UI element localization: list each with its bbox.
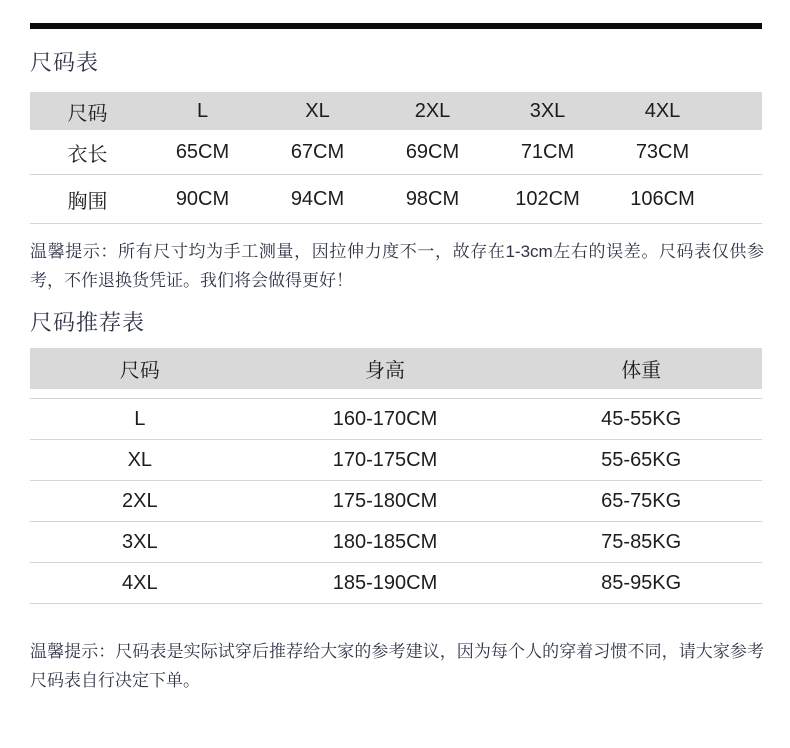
table-cell: 98CM xyxy=(405,187,460,210)
table-row xyxy=(30,439,762,480)
table-cell: 69CM xyxy=(405,140,460,163)
table-cell: 45-55KG xyxy=(601,407,682,430)
size-chart-page xyxy=(0,23,790,748)
table-cell: 185-190CM xyxy=(332,571,438,594)
row-label: 胸围 xyxy=(67,190,108,213)
size-chart-note: 温馨提示：所有尺寸均为手工测量，因拉伸力度不一，故存在1-3cm左右的误差。尺码表仅供参考，不作退换货凭证。我们将会做得更好！ xyxy=(30,242,764,290)
recommendation-header-row xyxy=(30,348,762,389)
table-cell: 4XL xyxy=(122,571,158,594)
header-cell-4xl: 4XL xyxy=(644,99,681,122)
table-row xyxy=(30,521,762,562)
table-cell: 71CM xyxy=(520,140,575,163)
table-cell: 2XL xyxy=(122,489,158,512)
table-cell: 102CM xyxy=(515,187,580,210)
header-cell-l: L xyxy=(196,99,209,122)
table-cell: 106CM xyxy=(630,187,695,210)
table-cell: 65CM xyxy=(175,140,230,163)
table-row-length xyxy=(30,130,762,175)
header-cell-2xl: 2XL xyxy=(414,99,451,122)
table-cell: 180-185CM xyxy=(332,530,438,553)
header-cell-size: 尺码 xyxy=(67,102,108,125)
table-cell: 65-75KG xyxy=(601,489,682,512)
top-divider-bar xyxy=(30,23,762,29)
size-recommendation-title: 尺码推荐表 xyxy=(30,310,146,335)
table-cell: 55-65KG xyxy=(601,448,682,471)
table-cell: 90CM xyxy=(175,187,230,210)
header-cell-weight: 体重 xyxy=(621,360,662,382)
table-cell: L xyxy=(134,407,146,430)
table-row xyxy=(30,398,762,439)
header-cell-3xl: 3XL xyxy=(529,99,566,122)
size-chart-table xyxy=(30,92,762,224)
table-row xyxy=(30,562,762,603)
row-label: 衣长 xyxy=(67,143,108,166)
size-chart-title: 尺码表 xyxy=(30,50,100,75)
header-cell-xl: XL xyxy=(305,99,330,122)
table-cell: 170-175CM xyxy=(332,448,438,471)
table-cell: 160-170CM xyxy=(332,407,438,430)
table-cell: 175-180CM xyxy=(332,489,438,512)
table-row xyxy=(30,480,762,521)
recommendation-table xyxy=(30,398,762,604)
table-cell: 3XL xyxy=(122,530,158,553)
table-cell: 73CM xyxy=(635,140,690,163)
table-cell: XL xyxy=(127,448,153,471)
header-cell-size: 尺码 xyxy=(119,360,160,382)
header-cell-height: 身高 xyxy=(365,360,405,382)
table-cell: 75-85KG xyxy=(601,530,682,553)
size-chart-header-row xyxy=(30,92,762,130)
table-row-chest xyxy=(30,175,762,224)
table-cell: 85-95KG xyxy=(601,571,682,594)
recommendation-note: 温馨提示：尺码表是实际试穿后推荐给大家的参考建议，因为每个人的穿着习惯不同，请大家参考尺码表自行决定下单。 xyxy=(30,642,764,690)
table-cell: 67CM xyxy=(290,140,345,163)
table-cell: 94CM xyxy=(290,187,345,210)
